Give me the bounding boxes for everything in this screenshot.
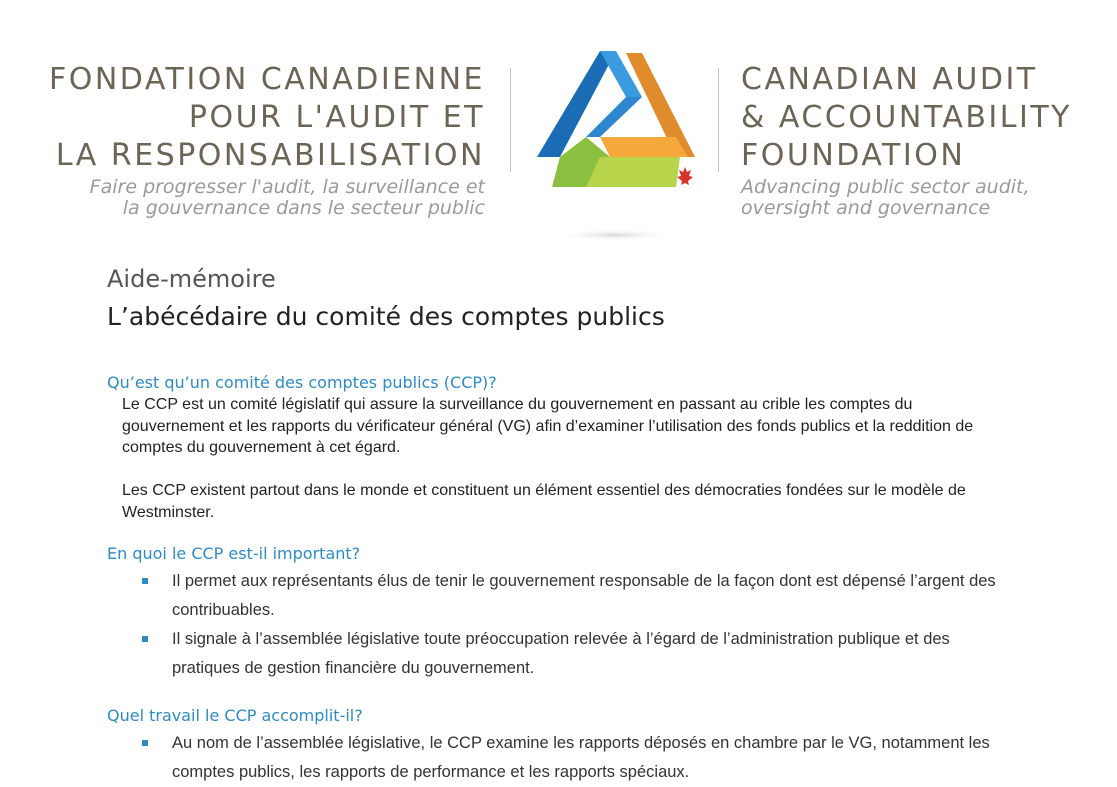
logo-green-light: [586, 157, 680, 187]
section-heading: En quoi le CCP est-il important?: [107, 544, 361, 563]
bullet-marker-icon: [142, 636, 148, 642]
logo-orange-light: [600, 137, 688, 157]
paragraph: Les CCP existent partout dans le monde et constituent un élément essentiel des démocraties fondées sur le modèle de Westminster.: [122, 482, 966, 521]
logo-shadow: [553, 229, 677, 241]
list-item: [142, 567, 1012, 625]
org-name-en: [741, 61, 1072, 175]
org-name-en-line: CANADIAN AUDIT: [741, 62, 1038, 97]
tagline-en-line: Advancing public sector audit,: [741, 176, 1030, 198]
header-divider-left: [510, 68, 511, 172]
org-name-fr-line: POUR L'AUDIT ET: [188, 100, 485, 135]
section-heading: Qu’est qu’un comité des comptes publics (CCP)?: [107, 373, 497, 392]
document-title: Aide-mémoire: [107, 265, 276, 293]
org-name-en-line: FOUNDATION: [741, 138, 966, 173]
list-item-text: Il permet aux représentants élus de tenir le gouvernement responsable de la façon dont est dépensé l’argent des contribuables.: [172, 572, 996, 619]
maple-leaf-icon: [677, 167, 693, 185]
section-heading: Quel travail le CCP accomplit-il?: [107, 706, 363, 725]
org-name-en-line: & ACCOUNTABILITY: [741, 100, 1072, 135]
tagline-fr-line: Faire progresser l'audit, la surveillance et: [89, 176, 485, 198]
bullet-marker-icon: [142, 740, 148, 746]
logo-blue-mid: [586, 97, 642, 137]
tagline-en: [741, 177, 1030, 219]
org-name-fr-line: LA RESPONSABILISATION: [55, 138, 485, 173]
tagline-en-line: oversight and governance: [741, 197, 991, 219]
tagline-fr: [90, 177, 485, 219]
org-name-fr-line: FONDATION CANADIENNE: [48, 62, 485, 97]
bullet-marker-icon: [142, 578, 148, 584]
paragraph: Le CCP est un comité législatif qui assure la surveillance du gouvernement en passant au crible les comptes du gouvernement et les rapports du vérificateur général (VG) afin d’examiner l’utilisation des fonds publics et la reddition de comptes du gouvernement à cet égard.: [122, 396, 974, 456]
list-item: [142, 625, 1012, 683]
list-item: [142, 729, 1012, 787]
list-item-text: Il signale à l’assemblée législative toute préoccupation relevée à l’égard de l’administration publique et des pratiques de gestion financière du gouvernement.: [172, 630, 950, 677]
triangle-logo-icon: [530, 45, 700, 245]
header-divider-right: [718, 68, 719, 172]
tagline-fr-line: la gouvernance dans le secteur public: [122, 197, 485, 219]
org-name-fr: [49, 61, 485, 175]
document-subtitle: L’abécédaire du comité des comptes publics: [107, 302, 665, 331]
list-item-text: Au nom de l’assemblée législative, le CCP examine les rapports déposés en chambre par le VG, notamment les comptes publics, les rapports de performance et les rapports spéciaux.: [172, 734, 990, 781]
